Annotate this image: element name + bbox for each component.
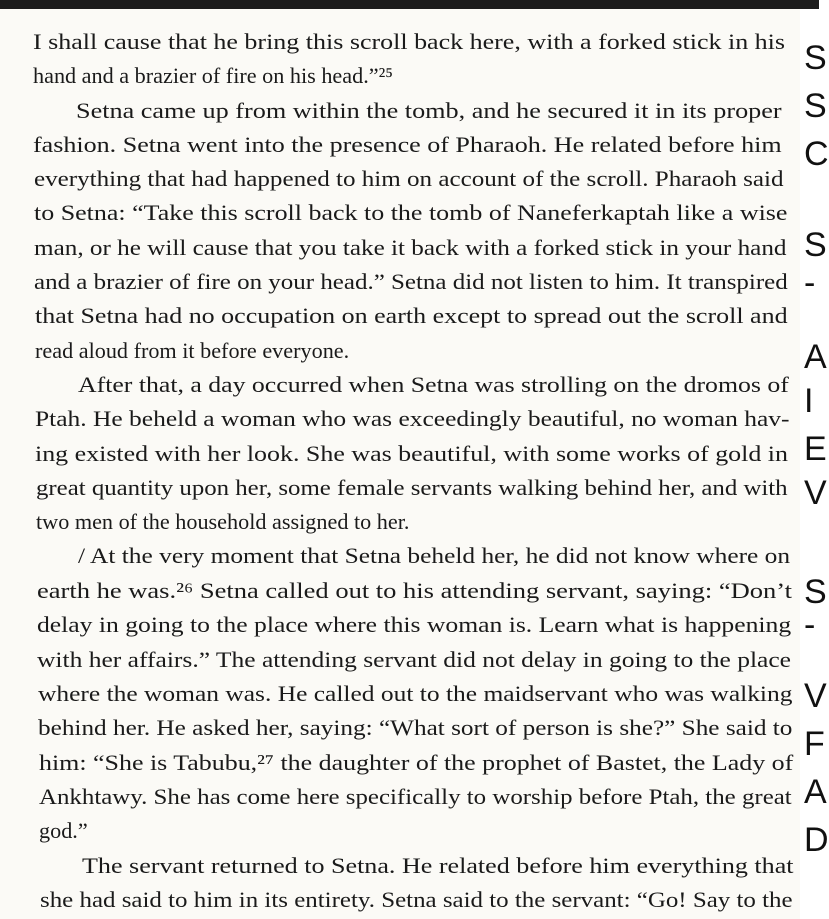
text-line: god.” xyxy=(39,818,88,843)
text-line: to Setna: “Take this scroll back to the tomb of Naneferkaptah like a wise xyxy=(34,200,788,225)
edge-glyph: S xyxy=(804,39,827,77)
text-line: Ankhtawy. She has come here specifically to worship before Ptah, the great xyxy=(39,784,792,809)
edge-glyph: F xyxy=(804,725,825,763)
text-line: and a brazier of fire on your head.” Setna did not listen to him. It transpired xyxy=(34,269,788,294)
text-line: Ptah. He beheld a woman who was exceedingly beautiful, no woman hav- xyxy=(35,406,790,431)
text-line: delay in going to the place where this woman is. Learn what is happening xyxy=(37,612,792,637)
text-line: him: “She is Tabubu,²⁷ the daughter of the prophet of Bastet, the Lady of xyxy=(39,750,794,775)
edge-glyph: E xyxy=(804,430,827,468)
text-line: hand and a brazier of fire on his head.”²⁵ xyxy=(33,63,393,88)
edge-glyph: - xyxy=(804,264,816,302)
edge-glyph: C xyxy=(804,135,829,173)
text-line: ing existed with her look. She was beautiful, with some works of gold in xyxy=(35,441,788,466)
text-line: The servant returned to Setna. He related before him everything that xyxy=(82,853,794,878)
text-line: After that, a day occurred when Setna was strolling on the dromos of xyxy=(78,372,789,397)
edge-glyph: S xyxy=(804,226,827,264)
text-line: Setna came up from within the tomb, and he secured it in its proper xyxy=(76,98,782,123)
text-line: man, or he will cause that you take it back with a forked stick in your hand xyxy=(34,235,787,260)
edge-glyph: I xyxy=(804,382,814,420)
text-line: that Setna had no occupation on earth except to spread out the scroll and xyxy=(35,303,788,328)
edge-glyph: - xyxy=(804,606,816,644)
text-line: great quantity upon her, some female servants walking behind her, and with xyxy=(36,475,788,500)
text-line: two men of the household assigned to her. xyxy=(36,509,410,534)
text-line: / At the very moment that Setna beheld her, he did not know where on xyxy=(78,543,791,568)
text-line: I shall cause that he bring this scroll back here, with a forked stick in his xyxy=(33,29,786,54)
text-line: fashion. Setna went into the presence of Pharaoh. He related before him xyxy=(33,132,782,157)
edge-glyph: S xyxy=(804,573,827,611)
edge-glyph: S xyxy=(804,87,827,125)
book-page xyxy=(0,9,800,919)
text-line: read aloud from it before everyone. xyxy=(35,338,350,363)
text-line: earth he was.²⁶ Setna called out to his attending servant, saying: “Don’t xyxy=(37,578,792,603)
edge-glyph: V xyxy=(804,474,827,512)
edge-glyph: D xyxy=(804,821,829,859)
text-line: where the woman was. He called out to the maidservant who was walking xyxy=(38,681,793,706)
edge-glyph: A xyxy=(804,773,827,811)
edge-glyph: A xyxy=(804,338,827,376)
adjacent-page-edge xyxy=(800,9,829,919)
text-line: with her affairs.” The attending servant did not delay in going to the place xyxy=(37,647,791,672)
text-line: everything that had happened to him on account of the scroll. Pharaoh said xyxy=(34,166,784,191)
top-dark-border xyxy=(0,0,819,9)
text-line: she had said to him in its entirety. Setna said to the servant: “Go! Say to the xyxy=(40,887,793,912)
text-line: behind her. He asked her, saying: “What sort of person is she?” She said to xyxy=(38,715,793,740)
edge-glyph: V xyxy=(804,677,827,715)
